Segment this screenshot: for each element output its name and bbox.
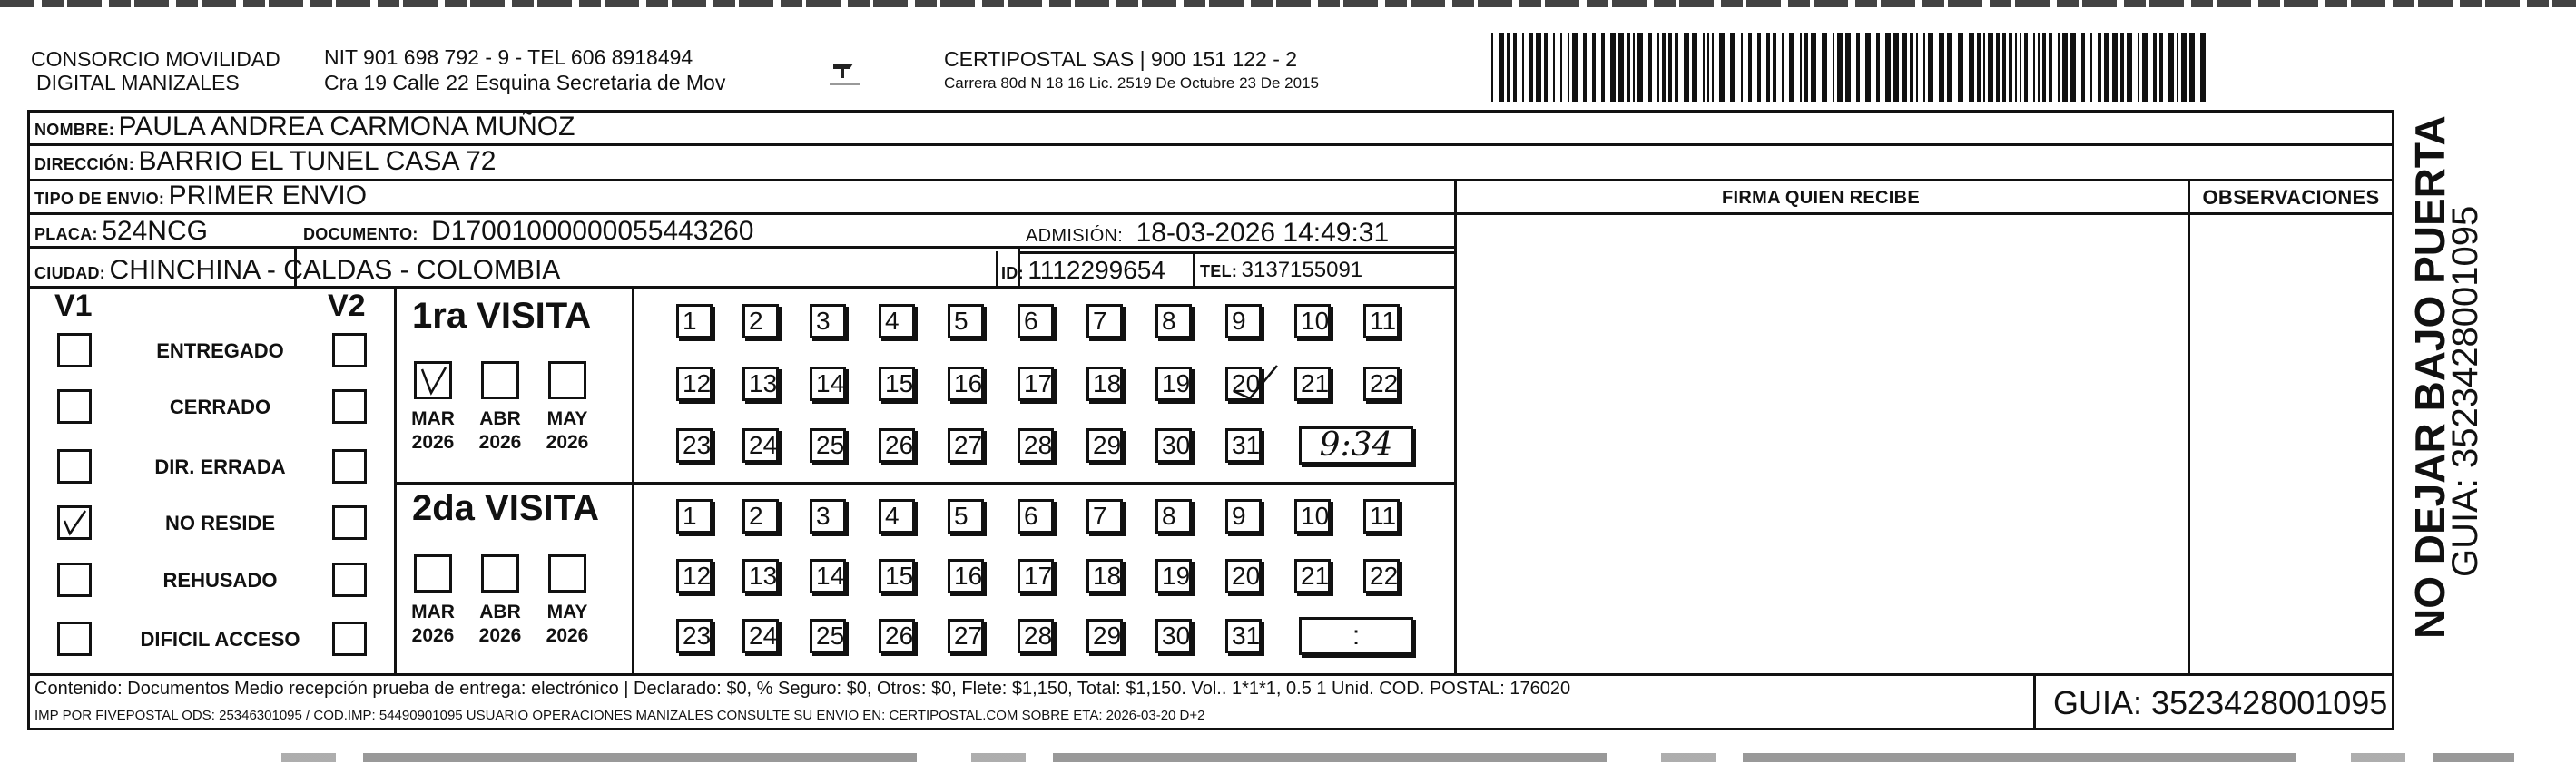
visit1-day-box[interactable]: 31 — [1225, 428, 1262, 463]
visit2-day-box[interactable]: 4 — [879, 499, 915, 534]
visit1-day-box[interactable]: 29 — [1086, 428, 1123, 463]
visit1-day-box[interactable]: 30 — [1155, 428, 1192, 463]
visit2-day-box[interactable]: 28 — [1018, 619, 1054, 653]
visit1-month-label: MAY — [546, 408, 588, 429]
barcode-bar — [1939, 33, 1944, 102]
visit2-day-box[interactable]: 13 — [742, 559, 779, 593]
barcode-bar — [1910, 33, 1913, 102]
barcode-bar — [2002, 33, 2006, 102]
status-label: NO RESIDE — [164, 512, 276, 534]
visit2-title: 2da VISITA — [412, 488, 599, 528]
barcode-bar — [2138, 33, 2139, 102]
barcode-bar — [2153, 33, 2157, 102]
document-cell — [303, 216, 753, 251]
content-line: Contenido: Documentos Medio recepción prueba de entrega: electrónico | Declarado: $0, % Seguro: $0, Otros: $0, Flete: $1,150, Total: $1,150. Vol.. 1*1*1, 0.5 1 Unid. COD. POSTAL: 176020 — [34, 679, 1571, 699]
barcode-bar — [1583, 33, 1587, 102]
company-address: Cra 19 Calle 22 Esquina Secretaria de Mov — [324, 71, 726, 94]
visit1-day-box[interactable]: 23 — [676, 428, 713, 463]
barcode-bar — [2104, 33, 2109, 102]
v2-checkbox[interactable] — [332, 563, 367, 597]
company-name-line1: CONSORCIO MOVILIDAD — [31, 47, 280, 71]
v2-checkbox[interactable] — [332, 449, 367, 484]
barcode-bar — [1822, 33, 1827, 102]
col-divider-tel — [1193, 251, 1195, 286]
visit1-day-box[interactable]: 26 — [879, 428, 915, 463]
visit1-month-label: ABR — [479, 408, 521, 429]
col-divider-visits — [394, 286, 397, 673]
signature-header: FIRMA QUIEN RECIBE — [1722, 188, 1920, 208]
visit1-month-checkbox[interactable] — [414, 361, 452, 399]
barcode-bar — [2020, 33, 2021, 102]
barcode-bar — [1741, 33, 1743, 102]
v1-checkbox[interactable] — [57, 449, 92, 484]
visit1-day-box[interactable]: 28 — [1018, 428, 1054, 463]
carrier-address: Carrera 80d N 18 16 Lic. 2519 De Octubre 23 De 2015 — [944, 74, 1319, 92]
barcode-bar — [1553, 33, 1555, 102]
barcode-bar — [1633, 33, 1635, 102]
visit1-day-box[interactable]: 21 — [1294, 367, 1331, 401]
barcode-bar — [1885, 33, 1891, 102]
admission-cell — [1026, 218, 1389, 253]
barcode-bar — [1610, 33, 1616, 102]
visit1-day-box[interactable]: 27 — [948, 428, 984, 463]
v1-checkbox[interactable] — [57, 333, 92, 367]
id-value: 1112299654 — [1027, 256, 1165, 284]
barcode-bar — [1782, 33, 1784, 102]
barcode-bar — [1789, 33, 1794, 102]
barcode-bar — [2049, 33, 2052, 102]
barcode-bar — [1748, 33, 1752, 102]
plate-cell — [34, 216, 208, 251]
visit2-year-label: 2026 — [546, 625, 589, 646]
print-line: IMP POR FIVEPOSTAL ODS: 25346301095 / COD.IMP: 54490901095 USUARIO OPERACIONES MANIZALES CONSULTE SU ENVIO EN: CERTIPOSTAL.COM SOBRE ETA: 2026-03-20 D+2 — [34, 708, 1205, 723]
status-label: DIFICIL ACCESO — [140, 628, 300, 651]
barcode-bar — [1592, 33, 1596, 102]
visit2-day-box[interactable]: 11 — [1363, 499, 1400, 534]
visit1-day-box[interactable]: 4 — [879, 304, 915, 338]
barcode-bar — [2024, 33, 2028, 102]
barcode-bar — [1719, 33, 1725, 102]
barcode-bar — [1902, 33, 1907, 102]
top-perforation — [0, 0, 2576, 7]
barcode-bar — [1529, 33, 1533, 102]
visit1-day-box[interactable]: 10 — [1294, 304, 1331, 338]
barcode-bar — [1916, 33, 1918, 102]
barcode-bar — [2112, 33, 2118, 102]
signature-area[interactable] — [1457, 215, 2188, 673]
barcode-bar — [1712, 33, 1714, 102]
plate-value: 524NCG — [102, 216, 208, 246]
barcode-bar — [1572, 33, 1578, 102]
visit1-day-box[interactable]: 15 — [879, 367, 915, 401]
visit1-month-checkbox[interactable] — [548, 361, 586, 399]
barcode-bar — [1627, 33, 1630, 102]
barcode-bar — [1536, 33, 1541, 102]
status-label: ENTREGADO — [156, 339, 284, 362]
plate-label: PLACA: — [34, 225, 98, 243]
tel-label: TEL: — [1200, 262, 1238, 280]
barcode-bar — [1958, 33, 1963, 102]
visit2-day-box[interactable]: 15 — [879, 559, 915, 593]
v2-header: V2 — [328, 289, 366, 323]
barcode-bar — [1730, 33, 1735, 102]
col-divider-id — [996, 251, 998, 286]
visit1-day-box[interactable]: 6 — [1018, 304, 1054, 338]
barcode-bar — [1804, 33, 1808, 102]
barcode-bar — [2015, 33, 2017, 102]
address-label: DIRECCIÓN: — [34, 155, 134, 173]
barcode-bar — [1657, 33, 1659, 102]
visit2-day-box[interactable]: 21 — [1294, 559, 1331, 593]
barcode-bar — [1757, 33, 1761, 102]
barcode-bar — [1876, 33, 1880, 102]
name-label: NOMBRE: — [34, 121, 115, 139]
v1-checkbox[interactable] — [57, 389, 92, 424]
carrier-logo-icon — [822, 51, 868, 101]
visit2-day-box[interactable]: 16 — [948, 559, 984, 593]
address-row — [34, 146, 497, 181]
visit1-day-box[interactable]: 17 — [1018, 367, 1054, 401]
visit1-day-box[interactable]: 22 — [1363, 367, 1400, 401]
barcode-bar — [1893, 33, 1899, 102]
barcode-bar — [1856, 33, 1860, 102]
admission-value: 18-03-2026 14:49:31 — [1136, 218, 1390, 248]
barcode-bar — [1800, 33, 1802, 102]
bottom-perforation — [281, 753, 2514, 762]
visit1-day-box[interactable]: 13 — [742, 367, 779, 401]
visit2-day-box[interactable]: 7 — [1086, 499, 1123, 534]
barcode-bar — [1637, 33, 1643, 102]
visit1-day-box[interactable]: 9 — [1225, 304, 1262, 338]
barcode-bar — [1601, 33, 1605, 102]
barcode-bar — [2009, 33, 2012, 102]
visit2-year-label: 2026 — [478, 625, 522, 646]
barcode-bar — [2038, 33, 2040, 102]
visit2-day-box[interactable]: 18 — [1086, 559, 1123, 593]
visit2-month-checkbox[interactable] — [548, 554, 586, 593]
visit2-month-label: ABR — [479, 602, 521, 622]
visit2-day-box[interactable]: 3 — [810, 499, 846, 534]
visit2-day-box[interactable]: 25 — [810, 619, 846, 653]
visit2-month-checkbox[interactable] — [414, 554, 452, 593]
barcode-bar — [1811, 33, 1816, 102]
visit1-day-box[interactable]: 5 — [948, 304, 984, 338]
barcode-bar — [1668, 33, 1672, 102]
footer-divider — [27, 673, 2394, 676]
barcode-bar — [1773, 33, 1776, 102]
v2-checkbox[interactable] — [332, 622, 367, 656]
send-type-label: TIPO DE ENVIO: — [34, 190, 165, 208]
barcode-bar — [2127, 33, 2132, 102]
visit2-month-label: MAR — [411, 602, 455, 622]
barcode-bar — [2142, 33, 2148, 102]
recipient-address: BARRIO EL TUNEL CASA 72 — [138, 146, 497, 176]
visit1-day-box[interactable]: 7 — [1086, 304, 1123, 338]
barcode-bar — [1707, 33, 1709, 102]
barcode-bar — [2058, 33, 2060, 102]
visit1-day-box[interactable]: 3 — [810, 304, 846, 338]
observations-header: OBSERVACIONES — [2202, 186, 2380, 209]
visit1-year-label: 2026 — [411, 432, 455, 453]
visit2-day-box[interactable]: 5 — [948, 499, 984, 534]
visit2-day-box[interactable]: 30 — [1155, 619, 1192, 653]
barcode-bar — [2200, 33, 2206, 102]
visit1-day-box[interactable]: 11 — [1363, 304, 1400, 338]
barcode-bar — [2098, 33, 2101, 102]
barcode-bar — [2042, 33, 2046, 102]
barcode-bar — [1684, 33, 1689, 102]
barcode-bar — [2090, 33, 2092, 102]
observations-area[interactable] — [2190, 215, 2394, 673]
id-label: ID: — [1001, 264, 1024, 282]
visit1-day-box[interactable]: 2 — [742, 304, 779, 338]
barcode-bar — [1969, 33, 1974, 102]
barcode-bar — [1996, 33, 2000, 102]
visit2-month-label: MAY — [546, 602, 588, 622]
check-mark-icon — [60, 508, 89, 537]
barcode-bar — [2159, 33, 2163, 102]
barcode-bar — [2062, 33, 2068, 102]
visit2-day-box[interactable]: 2 — [742, 499, 779, 534]
visit2-day-box[interactable]: 6 — [1018, 499, 1054, 534]
barcode-bar — [1513, 33, 1517, 102]
visit2-day-box[interactable]: 22 — [1363, 559, 1400, 593]
visit1-day-box[interactable]: 12 — [676, 367, 713, 401]
carrier-name: CERTIPOSTAL SAS | 900 151 122 - 2 — [944, 47, 1298, 71]
visit2-day-box[interactable]: 10 — [1294, 499, 1331, 534]
barcode-bar — [2168, 33, 2174, 102]
v1-header: V1 — [54, 289, 93, 323]
visit2-day-box[interactable]: 19 — [1155, 559, 1192, 593]
barcode-bar — [1507, 33, 1510, 102]
visit1-time-box[interactable]: 9:34 — [1299, 426, 1413, 465]
status-label: CERRADO — [169, 396, 271, 418]
barcode-bar — [1865, 33, 1871, 102]
visit2-day-box[interactable]: 12 — [676, 559, 713, 593]
visit1-title: 1ra VISITA — [412, 296, 592, 336]
status-label: REHUSADO — [162, 569, 278, 592]
barcode-bar — [1983, 33, 1985, 102]
visit2-day-box[interactable]: 1 — [676, 499, 713, 534]
visit2-day-box[interactable]: 23 — [676, 619, 713, 653]
footer-guide-number: GUIA: 3523428001095 — [2053, 684, 2388, 721]
barcode-bar — [2189, 33, 2195, 102]
city-cell — [34, 255, 560, 290]
barcode-bar — [1923, 33, 1925, 102]
visit2-day-box[interactable]: 20 — [1225, 559, 1262, 593]
company-name-line2: DIGITAL MANIZALES — [36, 71, 240, 94]
id-cell — [1001, 255, 1165, 290]
col-divider-months — [632, 286, 634, 673]
barcode-bar — [1675, 33, 1678, 102]
visit1-day-box[interactable]: 18 — [1086, 367, 1123, 401]
tel-cell — [1200, 255, 1362, 289]
visit2-day-box[interactable]: 24 — [742, 619, 779, 653]
visit1-day-box[interactable]: 25 — [810, 428, 846, 463]
document-label: DOCUMENTO: — [303, 225, 418, 243]
barcode-bar — [1977, 33, 1981, 102]
barcode-bar — [1499, 33, 1504, 102]
barcode-bar — [2081, 33, 2085, 102]
barcode-bar — [2181, 33, 2187, 102]
send-type: PRIMER ENVIO — [168, 181, 368, 211]
barcode-bar — [1988, 33, 1993, 102]
check-mark-icon — [1230, 364, 1284, 400]
side-guide-number: GUIA: 3523428001095 — [2445, 205, 2485, 577]
v2-checkbox[interactable] — [332, 333, 367, 367]
visit1-day-box[interactable]: 14 — [810, 367, 846, 401]
barcode-bar — [2120, 33, 2124, 102]
visit2-day-box[interactable]: 8 — [1155, 499, 1192, 534]
city-label: CIUDAD: — [34, 264, 106, 282]
tel-value: 3137155091 — [1241, 258, 1363, 282]
no-under-door-warning: NO DEJAR BAJO PUERTA — [2406, 115, 2453, 639]
visit2-day-box[interactable]: 14 — [810, 559, 846, 593]
barcode-bar — [1662, 33, 1666, 102]
barcode-bar — [1522, 33, 1524, 102]
send-type-row — [34, 181, 367, 216]
barcode-bar — [1703, 33, 1705, 102]
v1-checkbox[interactable] — [57, 622, 92, 656]
visit1-day-box[interactable]: 16 — [948, 367, 984, 401]
company-nit: NIT 901 698 792 - 9 - TEL 606 8918494 — [324, 45, 693, 69]
recipient-name: PAULA ANDREA CARMONA MUÑOZ — [118, 112, 575, 142]
barcode-bar — [1491, 33, 1493, 102]
barcode-bar — [2070, 33, 2076, 102]
barcode-bar — [1837, 33, 1843, 102]
visit1-day-box[interactable]: 20 — [1225, 367, 1262, 401]
visit2-year-label: 2026 — [411, 625, 455, 646]
v2-checkbox[interactable] — [332, 505, 367, 540]
visit1-day-box[interactable]: 24 — [742, 428, 779, 463]
barcode-bar — [1568, 33, 1569, 102]
barcode-bar — [2177, 33, 2178, 102]
v1-checkbox[interactable] — [57, 505, 92, 540]
barcode-bar — [2033, 33, 2035, 102]
visit1-month-checkbox[interactable] — [481, 361, 519, 399]
visit2-day-box[interactable]: 29 — [1086, 619, 1123, 653]
visit1-year-label: 2026 — [478, 432, 522, 453]
name-row — [34, 112, 575, 147]
visit-divider — [394, 482, 1454, 485]
status-label: DIR. ERRADA — [154, 455, 286, 478]
visit1-year-label: 2026 — [546, 432, 589, 453]
visit2-time-box[interactable]: : — [1299, 617, 1413, 655]
visit2-day-box[interactable]: 27 — [948, 619, 984, 653]
visit2-day-box[interactable]: 31 — [1225, 619, 1262, 653]
check-mark-icon — [417, 364, 449, 397]
barcode-bar — [1833, 33, 1834, 102]
col-divider-guide — [2033, 673, 2036, 730]
barcode-bar — [1692, 33, 1697, 102]
visit1-day-box[interactable]: 8 — [1155, 304, 1192, 338]
v1-checkbox[interactable] — [57, 563, 92, 597]
visit2-day-box[interactable]: 9 — [1225, 499, 1262, 534]
barcode-bar — [1648, 33, 1652, 102]
visit1-month-label: MAR — [411, 408, 455, 429]
barcode-bar — [1766, 33, 1770, 102]
barcode-bar — [1560, 33, 1562, 102]
barcode-bar — [1928, 33, 1933, 102]
admission-label: ADMISIÓN: — [1026, 226, 1124, 246]
visit1-day-box[interactable]: 19 — [1155, 367, 1192, 401]
visit2-day-box[interactable]: 26 — [879, 619, 915, 653]
visit2-month-checkbox[interactable] — [481, 554, 519, 593]
barcode-bar — [1544, 33, 1548, 102]
document-value: D17001000000055443260 — [431, 216, 754, 246]
visit2-day-box[interactable]: 17 — [1018, 559, 1054, 593]
barcode-bar — [1618, 33, 1624, 102]
barcode-bar — [1845, 33, 1851, 102]
barcode — [1491, 33, 2217, 102]
visit1-day-box[interactable]: 1 — [676, 304, 713, 338]
barcode-bar — [1947, 33, 1952, 102]
city-value: CHINCHINA - CALDAS - COLOMBIA — [109, 255, 561, 285]
v2-checkbox[interactable] — [332, 389, 367, 424]
